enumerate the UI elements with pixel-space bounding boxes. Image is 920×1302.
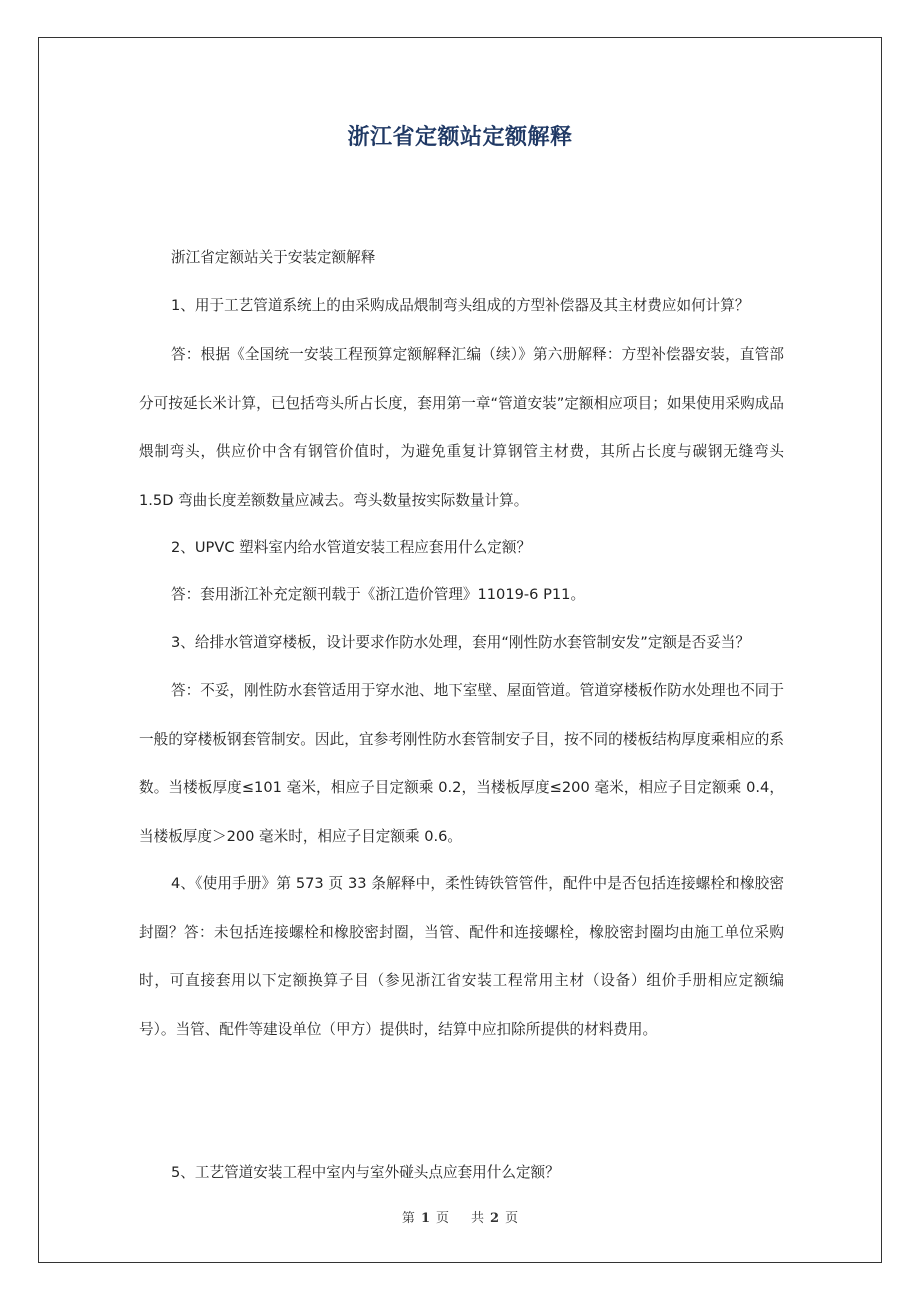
paragraph-a2: 答：套用浙江补充定额刊载于《浙江造价管理》11019-6 P11。 <box>171 586 586 603</box>
footer-page-current: 1 <box>420 1211 430 1226</box>
footer-page-prefix: 第 <box>401 1211 415 1226</box>
footer-total-suffix: 页 <box>505 1211 519 1226</box>
page-footer <box>0 1207 920 1226</box>
footer-page-total: 2 <box>490 1211 500 1226</box>
paragraph-a3: 答：不妥，刚性防水套管适用于穿水池、地下室壁、屋面管道。管道穿楼板作防水处理也不同于一般的穿楼板钢套管制安。因此，宜参考刚性防水套管制安子目，按不同的楼板结构厚度乘相应的系数。当楼板厚度≤101 毫米，相应子目定额乘 0.2，当楼板厚度≤200 毫米，相应子目定额乘 0.4，当楼板厚度＞200 毫米时，相应子目定额乘 0.6。 <box>139 682 784 845</box>
footer-total-prefix: 共 <box>471 1211 485 1226</box>
paragraph-intro: 浙江省定额站关于安装定额解释 <box>171 249 376 266</box>
paragraph-a1: 答：根据《全国统一安装工程预算定额解释汇编（续）》第六册解释：方型补偿器安装，直管部分可按延长米计算，已包括弯头所占长度，套用第一章“管道安装”定额相应项目；如果使用采购成品煨制弯头，供应价中含有钢管价值时，为避免重复计算钢管主材费，其所占长度与碳钢无缝弯头 1.5D 弯曲长度差额数量应减去。弯头数量按实际数量计算。 <box>139 346 784 509</box>
paragraph-q3: 3、给排水管道穿楼板，设计要求作防水处理，套用“刚性防水套管制安发”定额是否妥当？ <box>171 634 750 651</box>
document-title: 浙江省定额站定额解释 <box>347 125 573 150</box>
paragraph-q2: 2、UPVC 塑料室内给水管道安装工程应套用什么定额？ <box>171 539 532 556</box>
paragraph-q5: 5、工艺管道安装工程中室内与室外碰头点应套用什么定额？ <box>171 1164 560 1181</box>
paragraph-q4: 4、《使用手册》第 573 页 33 条解释中，柔性铸铁管管件，配件中是否包括连接螺栓和橡胶密封圈？答：未包括连接螺栓和橡胶密封圈，当管、配件和连接螺栓，橡胶密封圈均由施工单位采购时，可直接套用以下定额换算子目（参见浙江省安装工程常用主材（设备）组价手册相应定额编号）。当管、配件等建设单位（甲方）提供时，结算中应扣除所提供的材料费用。 <box>139 875 784 1038</box>
paragraph-q1: 1、用于工艺管道系统上的由采购成品煨制弯头组成的方型补偿器及其主材费应如何计算？ <box>171 297 750 314</box>
footer-page-mid: 页 <box>435 1211 449 1226</box>
